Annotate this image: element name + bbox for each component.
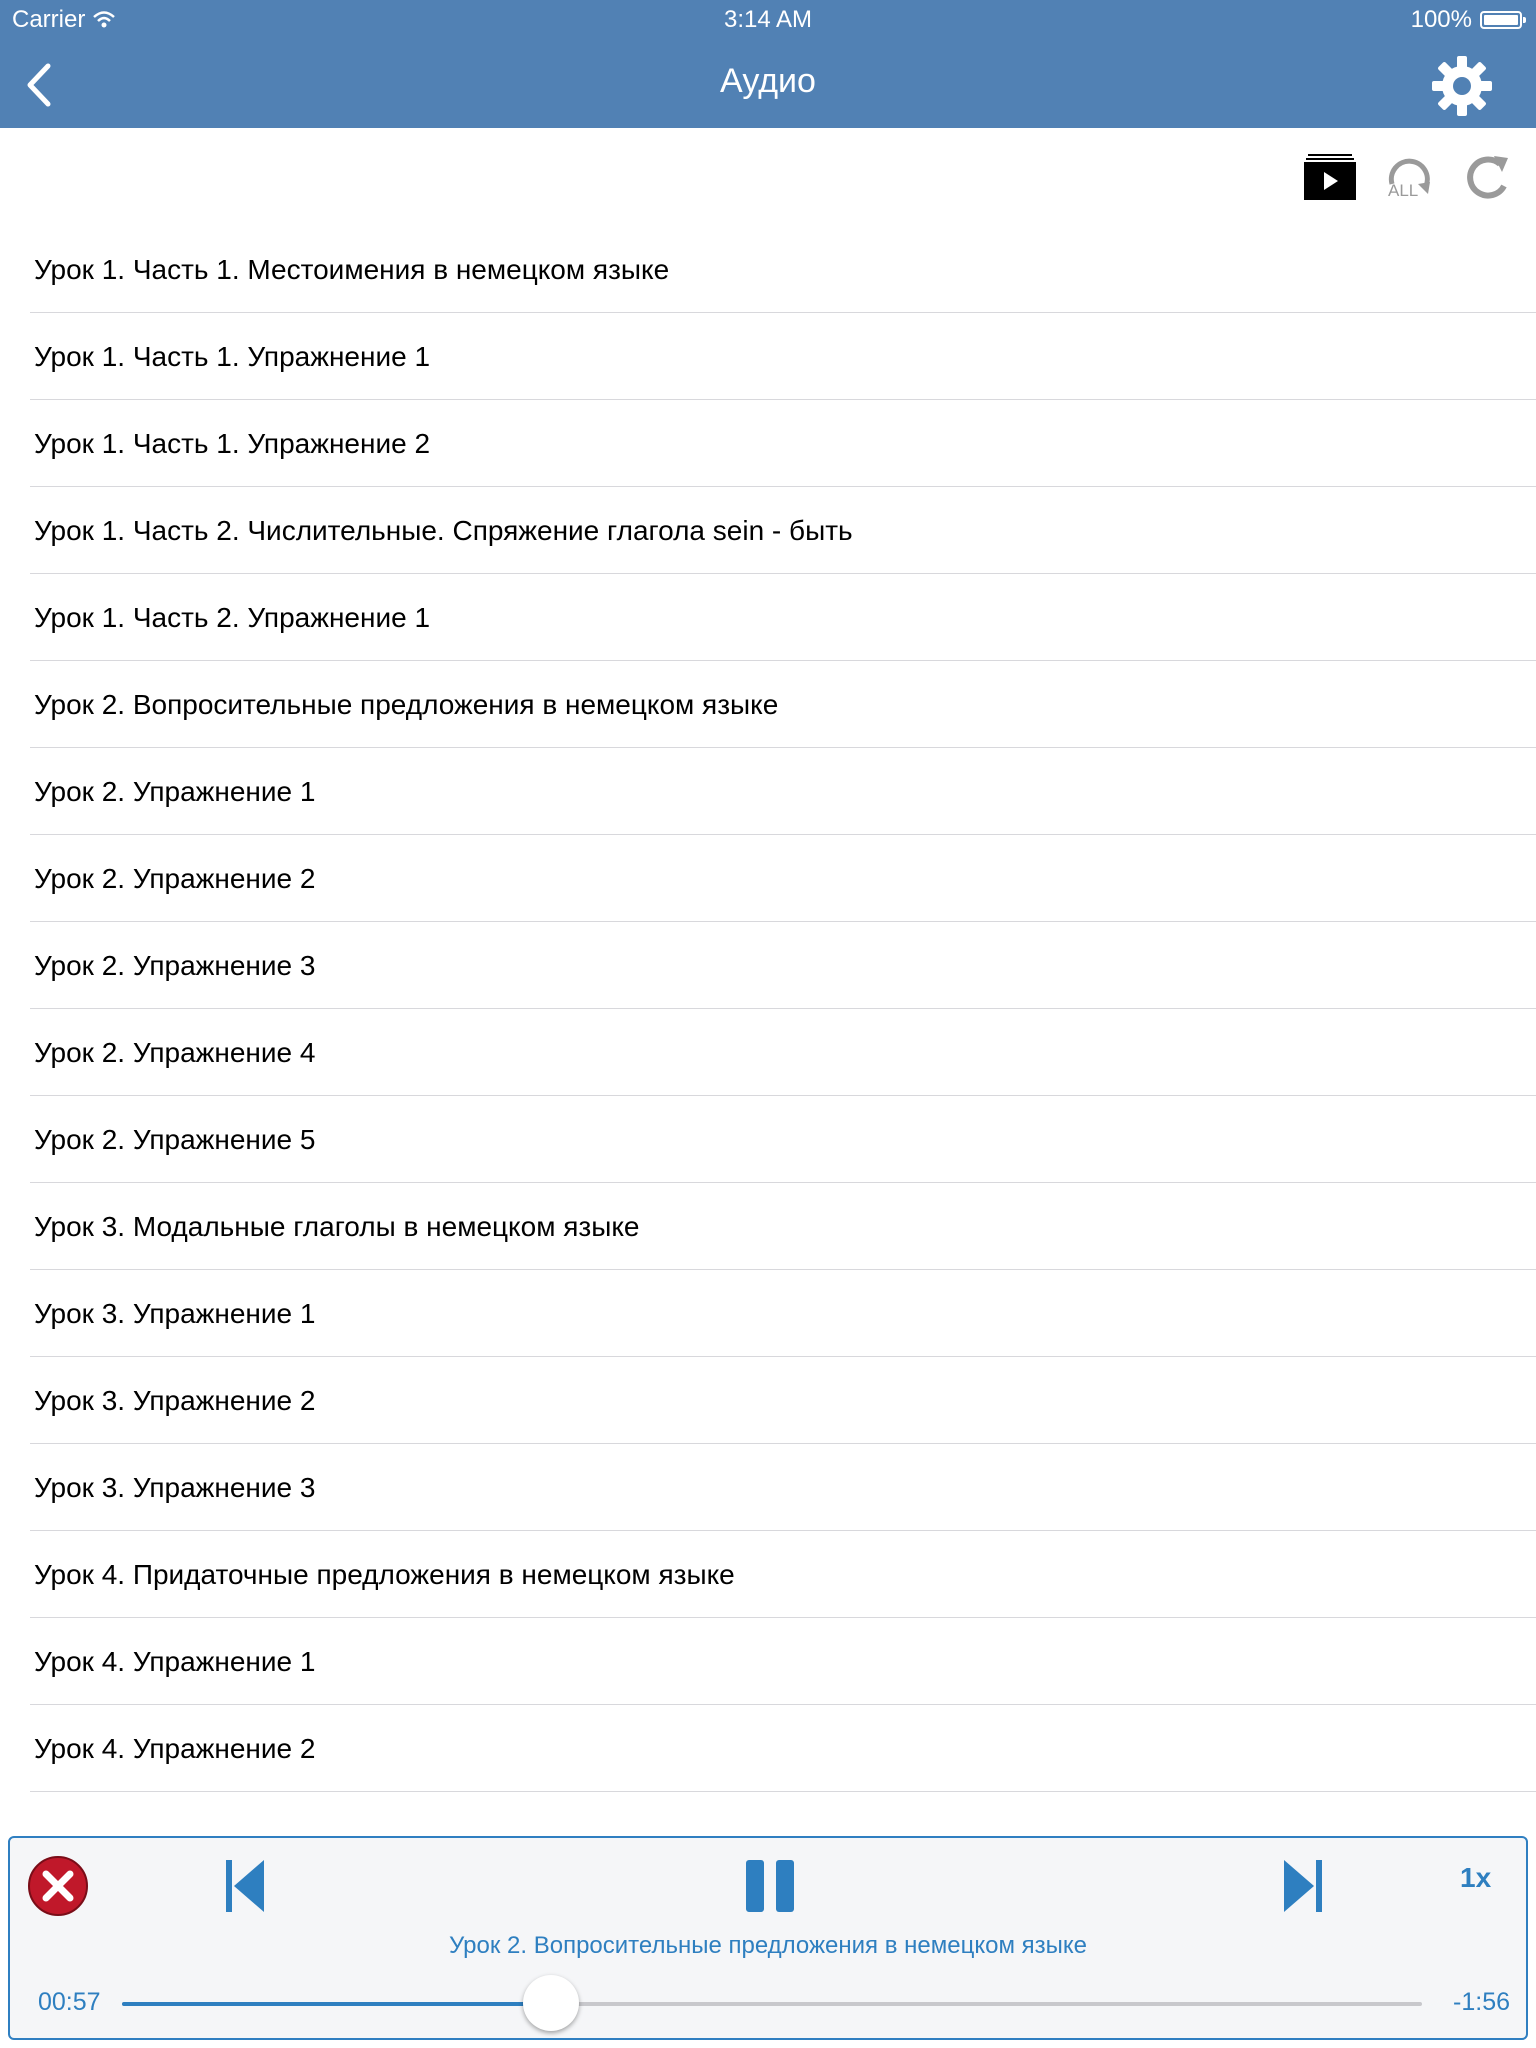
list-item-label: Урок 3. Упражнение 2 [34, 1385, 316, 1416]
list-item-label: Урок 2. Упражнение 5 [34, 1124, 316, 1155]
list-item-label: Урок 1. Часть 2. Упражнение 1 [34, 602, 431, 633]
list-item[interactable] [30, 226, 1536, 313]
list-item[interactable] [30, 1009, 1536, 1096]
battery-label: 100% [1410, 6, 1472, 33]
list-item[interactable] [30, 835, 1536, 922]
list-item-label: Урок 1. Часть 1. Упражнение 1 [34, 341, 431, 372]
list-item-label: Урок 2. Упражнение 3 [34, 950, 316, 981]
previous-track-button[interactable] [220, 1854, 276, 1918]
remaining-time: -1:56 [1453, 1988, 1510, 2016]
repeat-all-label: ALL [1388, 181, 1419, 200]
repeat-icon[interactable] [1460, 150, 1516, 206]
list-item[interactable] [30, 1705, 1536, 1792]
next-track-button[interactable] [1272, 1854, 1328, 1918]
list-item[interactable] [30, 487, 1536, 574]
list-item[interactable] [30, 574, 1536, 661]
carrier-label: Carrier [12, 6, 86, 33]
list-item[interactable] [30, 313, 1536, 400]
list-item-label: Урок 2. Вопросительные предложения в немецком языке [34, 689, 779, 720]
list-item[interactable] [30, 1183, 1536, 1270]
list-item-label: Урок 1. Часть 1. Упражнение 2 [34, 428, 431, 459]
list-item-label: Урок 2. Упражнение 4 [34, 1037, 316, 1068]
list-item-label: Урок 4. Упражнение 1 [34, 1646, 316, 1677]
list-item[interactable] [30, 1444, 1536, 1531]
list-item-label: Урок 3. Упражнение 1 [34, 1298, 316, 1329]
repeat-all-icon[interactable] [1382, 150, 1438, 206]
list-item[interactable] [30, 922, 1536, 1009]
list-item-label: Урок 1. Часть 1. Местоимения в немецком языке [34, 254, 670, 285]
progress-fill [122, 2002, 551, 2006]
pause-button[interactable] [740, 1854, 800, 1918]
battery-icon [1480, 11, 1522, 29]
list-item[interactable] [30, 1096, 1536, 1183]
audio-player [8, 1836, 1528, 2040]
list-item[interactable] [30, 748, 1536, 835]
list-item[interactable] [30, 1618, 1536, 1705]
list-item[interactable] [30, 400, 1536, 487]
list-item[interactable] [30, 1531, 1536, 1618]
track-list [0, 226, 1536, 1792]
playlist-icon[interactable] [1302, 150, 1358, 206]
page-title: Аудио [720, 62, 816, 100]
list-item-label: Урок 3. Упражнение 3 [34, 1472, 316, 1503]
progress-thumb[interactable] [523, 1975, 579, 2031]
gear-icon[interactable] [1430, 54, 1494, 118]
list-item-label: Урок 2. Упражнение 2 [34, 863, 316, 894]
status-right [1411, 6, 1522, 34]
progress-slider[interactable] [122, 2002, 1422, 2006]
list-item-label: Урок 4. Придаточные предложения в немецком языке [34, 1559, 735, 1590]
close-player-button[interactable] [26, 1854, 90, 1918]
list-item-label: Урок 3. Модальные глаголы в немецком языке [34, 1211, 640, 1242]
now-playing-title: Урок 2. Вопросительные предложения в немецком языке [449, 1932, 1087, 1959]
list-item-label: Урок 2. Упражнение 1 [34, 776, 316, 807]
list-item[interactable] [30, 1270, 1536, 1357]
list-item[interactable] [30, 1357, 1536, 1444]
elapsed-time: 00:57 [38, 1988, 101, 2016]
list-item-label: Урок 4. Упражнение 2 [34, 1733, 316, 1764]
status-time: 3:14 AM [723, 6, 813, 33]
playback-speed-button[interactable]: 1x [1460, 1862, 1492, 1893]
list-item-label: Урок 1. Часть 2. Числительные. Спряжение глагола sein - быть [34, 515, 853, 546]
top-bar [0, 0, 1536, 128]
list-item[interactable] [30, 661, 1536, 748]
